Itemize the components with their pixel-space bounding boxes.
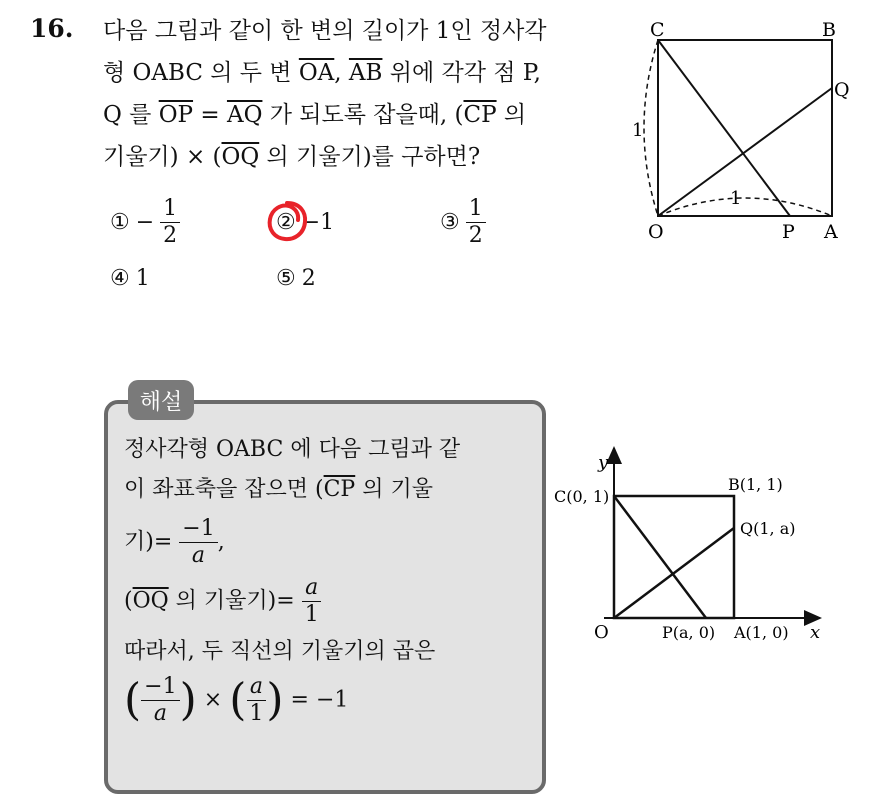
- product-result: = −1: [283, 687, 349, 713]
- label-a: A(1, 0): [734, 623, 789, 642]
- text-fragment: (: [124, 588, 133, 614]
- segment-op: $\overline{OP}$: [158, 102, 194, 128]
- segment-oq-line: [658, 88, 832, 216]
- fraction-numerator: −1: [179, 516, 217, 543]
- fraction-denominator: a: [191, 543, 206, 568]
- text-fragment: 의 기울기)를 구하면?: [259, 144, 481, 170]
- fraction-numerator: a: [247, 674, 266, 701]
- side-length-label: 1: [632, 120, 644, 141]
- fraction-denominator: 1: [249, 701, 264, 726]
- y-axis-label: y: [598, 452, 609, 473]
- choice-mark: ⑤: [276, 266, 296, 291]
- segment-aq: $\overline{AQ}$: [226, 102, 263, 128]
- label-q: Q: [834, 79, 850, 101]
- product-fraction-1: [141, 674, 179, 727]
- solution-tag: 해설: [128, 380, 194, 420]
- text-fragment: 정사각형 OABC 에 다음 그림과 같: [124, 437, 461, 462]
- label-p: P: [782, 221, 795, 243]
- solution-line: [124, 430, 534, 470]
- choice-mark: ④: [110, 266, 130, 291]
- segment-ab: $\overline{AB}$: [348, 60, 383, 86]
- label-p: P(a, 0): [662, 623, 716, 642]
- segment-oa: $\overline{OA}$: [298, 60, 335, 86]
- label-o: O: [594, 622, 609, 643]
- choice-mark: ①: [110, 210, 130, 235]
- segment-cp-line: [614, 496, 706, 618]
- x-axis-label: x: [810, 622, 821, 643]
- text-fragment: 기)=: [124, 529, 180, 555]
- fraction-numerator: 1: [466, 196, 486, 223]
- slope-oq-fraction: [302, 575, 322, 628]
- label-b: B(1, 1): [728, 475, 783, 494]
- solution-text: [124, 430, 534, 727]
- choice-mark: ②: [276, 210, 296, 235]
- text-fragment: 기울기) × (: [103, 144, 222, 170]
- paren-open: (: [124, 674, 142, 726]
- paren-close: ): [179, 674, 197, 726]
- question-line: [103, 94, 623, 136]
- segment-cp: $\overline{CP}$: [463, 102, 497, 128]
- question-number: 16.: [30, 14, 74, 43]
- label-c: C(0, 1): [554, 487, 610, 506]
- bottom-length-arc: [658, 198, 832, 216]
- text-fragment: 의 기울: [355, 477, 433, 502]
- question-line: [103, 52, 623, 94]
- square-figure: [620, 10, 870, 250]
- question-line: [103, 10, 623, 52]
- text-fragment: Q 를: [103, 102, 159, 128]
- side-length-arc: [644, 40, 658, 216]
- question-line1: 다음 그림과 같이 한 변의 길이가 1인 정사각: [103, 18, 547, 44]
- choice-fraction: [466, 196, 486, 249]
- fraction-denominator: 1: [304, 602, 319, 627]
- square-oabc: [658, 40, 832, 216]
- choice-3[interactable]: [440, 196, 486, 249]
- solution-line: [124, 632, 534, 672]
- paren-open: (: [229, 674, 247, 726]
- segment-oq: $\overline{OQ}$: [221, 144, 260, 170]
- question-line: [103, 136, 623, 178]
- solution-line: [124, 516, 534, 569]
- choice-5[interactable]: [276, 266, 316, 291]
- choice-4[interactable]: [110, 266, 150, 291]
- segment-oq: $\overline{OQ}$: [132, 588, 169, 614]
- arc-length-label: 1: [730, 188, 742, 209]
- text-fragment: 이 좌표축을 잡으면 (: [124, 477, 324, 502]
- text-fragment: ,: [217, 529, 225, 555]
- choice-value: −1: [301, 210, 335, 235]
- question-text: [103, 10, 623, 178]
- label-b: B: [822, 19, 836, 41]
- label-a: A: [824, 221, 838, 243]
- fraction-denominator: 2: [163, 223, 178, 248]
- label-o: O: [648, 221, 664, 243]
- fraction-numerator: a: [302, 575, 321, 602]
- times-sign: ×: [196, 687, 230, 713]
- text-fragment: 의 기울기)=: [168, 588, 302, 614]
- text-fragment: ,: [334, 60, 349, 86]
- fraction-denominator: a: [153, 701, 167, 726]
- segment-cp: $\overline{CP}$: [323, 477, 356, 502]
- paren-close: ): [266, 674, 284, 726]
- choice-value: 1: [135, 266, 150, 291]
- solution-line: [124, 470, 534, 510]
- text-fragment: 가 되도록 잡을때, (: [262, 102, 464, 128]
- segment-oq-line: [614, 528, 734, 618]
- label-q: Q(1, a): [740, 519, 796, 538]
- text-fragment: 의: [496, 102, 527, 128]
- solution-product: [124, 674, 534, 727]
- choice-prefix: −: [135, 210, 155, 235]
- choice-1[interactable]: [110, 196, 180, 249]
- fraction-denominator: 2: [468, 223, 483, 248]
- fraction-numerator: −1: [141, 674, 179, 701]
- label-c: C: [650, 19, 665, 41]
- text-fragment: 따라서, 두 직선의 기울기의 곱은: [124, 639, 436, 664]
- choice-mark: ③: [440, 210, 460, 235]
- square-oabc: [614, 496, 734, 618]
- text-fragment: =: [193, 102, 227, 128]
- solution-line: [124, 575, 534, 628]
- choice-value: 2: [301, 266, 316, 291]
- text-fragment: 위에 각각 점 P,: [382, 60, 541, 86]
- text-fragment: 형 OABC 의 두 변: [103, 60, 299, 86]
- product-fraction-2: [246, 674, 266, 727]
- fraction-numerator: 1: [160, 196, 180, 223]
- answer-circle-mark: [264, 198, 310, 244]
- segment-cp-line: [658, 40, 790, 216]
- slope-cp-fraction: [179, 516, 217, 569]
- choice-fraction: [160, 196, 180, 249]
- coordinate-figure: [548, 440, 838, 650]
